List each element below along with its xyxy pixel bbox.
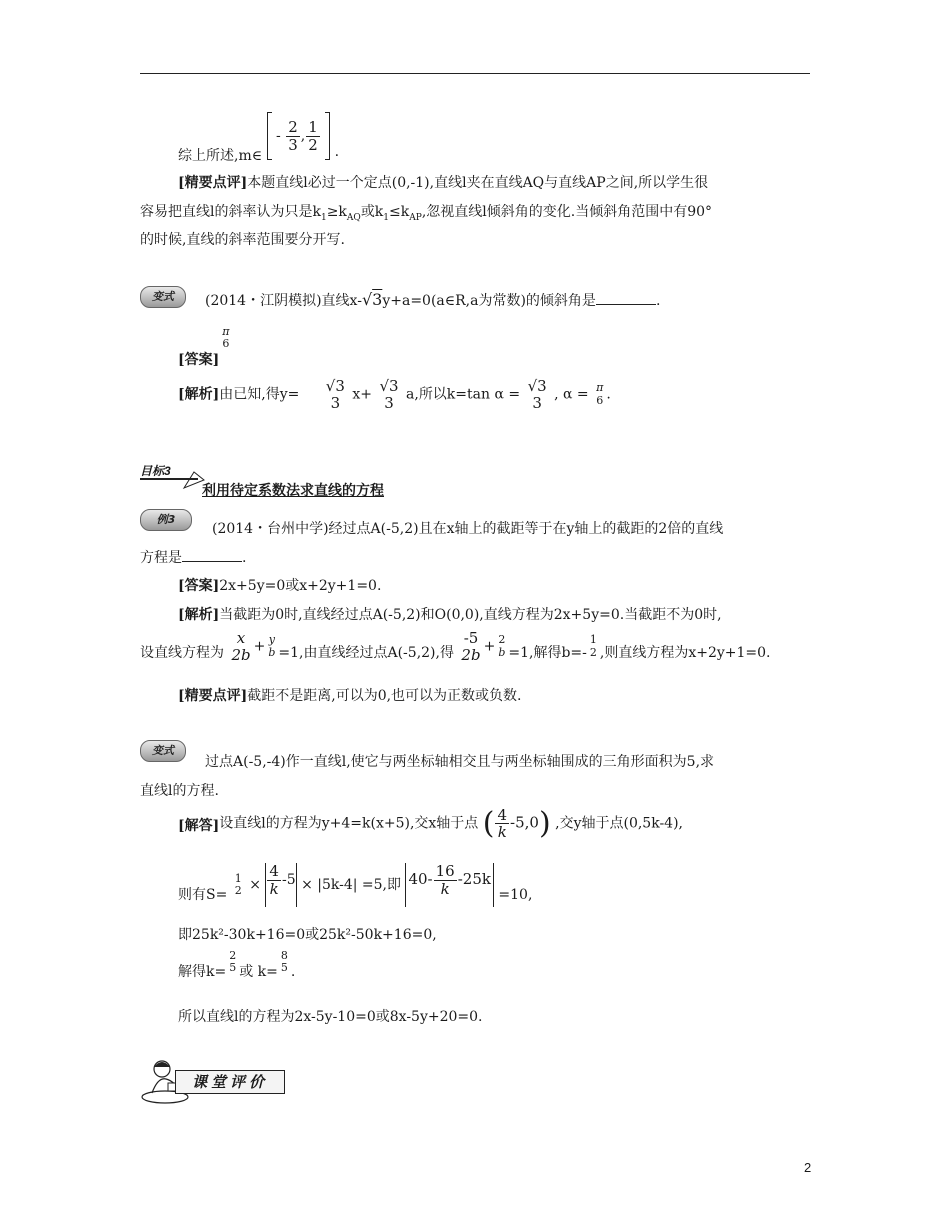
comment1-line1 [178,172,708,192]
left-bracket [267,112,272,160]
variant2-sol4: 解得k= 2 5 或 k= 8 5 . [178,949,296,981]
fraction: $\frac{16}{k}$ [435,862,455,898]
fraction: √3 3 [527,377,547,412]
comment-text: 本题直线l必过一个定点(0,-1),直线l夹在直线AQ与直线AP之间,所以学生很 [247,175,709,191]
analysis-label: [解析] [178,607,220,623]
minus-sign: - [276,128,281,144]
example3-analysis1: [解析]当截距为0时,直线经过点A(-5,2)和O(0,0),直线方程为2x+5y=0.当截距不为0时, [178,607,722,623]
target-badge: 目标3 [140,462,198,480]
fraction: $\frac{4}{k}$ [497,805,508,841]
summary-line: 综上所述,m∈ - $\frac{2}{3}$ , $\frac{1}{2}$ . [178,112,339,160]
variant2-sol1: [解答]设直线l的方程为y+4=k(x+5),交x轴于点 ( $\frac{4}{k}$ -5,0) ,交y轴于点(0,5k-4), [178,805,683,841]
fraction: 8 5 [280,949,288,975]
fraction: √3 3 [379,377,399,412]
fraction: 1 2 [234,871,242,897]
paren: ( [482,806,495,841]
fraction: $\frac{2}{3}$ [288,118,298,154]
fraction: 2 b [498,633,506,659]
header-rule [140,73,810,74]
comment-label: [精要点评] [178,688,248,704]
answer-blank [182,561,242,562]
example-badge: 例3 [140,509,192,531]
variant1-answer [178,325,232,369]
variant2-sol3: 即25k²-30k+16=0或25k²-50k+16=0, [178,927,437,943]
target-title: 利用待定系数法求直线的方程 [202,483,384,499]
fraction: 1 2 [589,633,597,659]
solution-label: [解答] [178,817,220,834]
comment1-line2: 容易把直线l的斜率认为只是$k_1\ge k_{AQ}$或$k_1\le k_{AP}$,忽视直线l倾斜角的变化.当倾斜角范围中有90° [140,204,713,223]
variant-badge: 变式 [140,740,186,762]
fraction: x 2b [231,629,251,664]
fraction: y b [268,633,276,659]
example3-analysis2: 设直线方程为 x 2b + y b =1,由直线经过点A(-5,2),得 -5 2b + 2 b =1,解得b=- 1 2 ,则直线方程为x+2y+1=0. [140,629,771,664]
summary-suffix: . [334,144,340,160]
fraction: $\frac{1}{2}$ [308,118,318,154]
variant1-analysis: [解析]由已知,得y= √3 3 x+ √3 3 a,所以k=tan α = √3 3 , α = π 6 . [178,377,611,412]
analysis-label: [解析] [178,386,220,403]
absolute-value: $\frac{4}{k}$ -5 [265,863,296,907]
page-number: 2 [804,1160,812,1175]
fraction: √3 3 [325,377,345,412]
answer-blank [596,304,656,305]
absolute-value: 40- $\frac{16}{k}$ -25k [405,863,494,907]
example3-answer: [答案]2x+5y=0或x+2y+1=0. [178,578,382,594]
sqrt-symbol: √3 [361,290,383,309]
comment1-line3: 的时候,直线的斜率范围要分开写. [140,232,345,248]
variant1-question: (2014・江阴模拟)直线x-√3y+a=0(a∈R,a为常数)的倾斜角是 . [205,290,661,309]
variant-badge: 变式 [140,286,186,308]
fraction: 2 5 [229,949,237,975]
variant2-line1: 过点A(-5,-4)作一直线l,使它与两坐标轴相交且与两坐标轴围成的三角形面积为5,求 [205,754,715,770]
example3-line2: 方程是 . [140,550,247,566]
answer-label: [答案] [178,352,220,369]
summary-prefix: 综上所述,m∈ [178,148,263,164]
fraction: π 6 [222,325,230,351]
fraction: $\frac{4}{k}$ [269,862,279,898]
comment-label: [精要点评] [178,175,248,191]
fraction: π 6 [596,381,604,407]
variant2-sol5: 所以直线l的方程为2x-5y-10=0或8x-5y+20=0. [178,1009,483,1025]
fraction: -5 2b [461,629,481,664]
classroom-banner: 课堂评价 [175,1070,285,1094]
right-bracket [325,112,330,160]
variant2-sol2: 则有S= 1 2 × $\frac{4}{k}$ -5 × |5k-4| =5,即 40- $\frac{16}{k}$ -25k =10, [178,863,532,907]
example3-comment: [精要点评]截距不是距离,可以为0,也可以为正数或负数. [178,688,522,704]
answer-label: [答案] [178,578,220,594]
variant2-line2: 直线l的方程. [140,783,219,799]
example3-line1: (2014・台州中学)经过点A(-5,2)且在x轴上的截距等于在y轴上的截距的2倍的直线 [212,521,724,537]
